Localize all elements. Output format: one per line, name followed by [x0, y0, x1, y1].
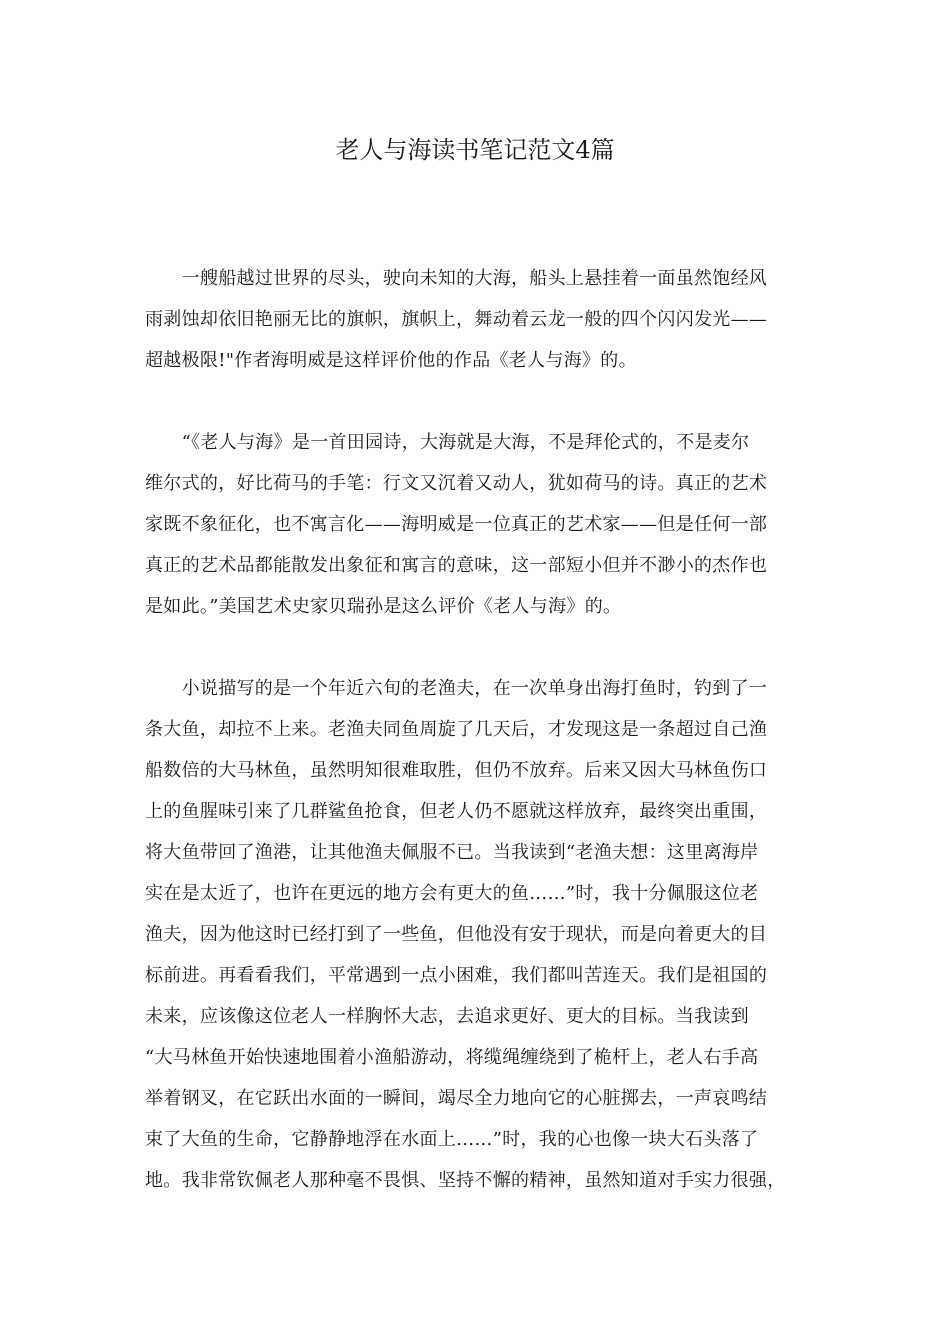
- text-line: 将大鱼带回了渔港，让其他渔夫佩服不已。当我读到“老渔夫想：这里离海岸: [145, 842, 759, 863]
- text-line: 是如此。”美国艺术史家贝瑞孙是这么评价《老人与海》的。: [145, 596, 622, 617]
- text-line: 标前进。再看看我们，平常遇到一点小困难，我们都叫苦连天。我们是祖国的: [145, 965, 768, 986]
- text-line: 束了大鱼的生命，它静静地浮在水面上……”时，我的心也像一块大石头落了: [145, 1129, 759, 1150]
- text-line: 地。我非常钦佩老人那种毫不畏惧、坚持不懈的精神，虽然知道对手实力很强，: [145, 1170, 786, 1191]
- text-line: 条大鱼，却拉不上来。老渔夫同鱼周旋了几天后，才发现这是一条超过自己渔: [145, 719, 768, 740]
- text-line: 超越极限!"作者海明威是这样评价他的作品《老人与海》的。: [145, 350, 637, 371]
- text-line: 家既不象征化，也不寓言化——海明威是一位真正的艺术家——但是任何一部: [145, 514, 768, 535]
- text-line: 举着钢叉，在它跃出水面的一瞬间，竭尽全力地向它的心脏掷去，一声哀鸣结: [145, 1088, 768, 1109]
- text-line: 船数倍的大马林鱼，虽然明知很难取胜，但仍不放弃。后来又因大马林鱼伤口: [145, 760, 768, 781]
- text-line: 实在是太近了，也许在更远的地方会有更大的鱼……”时，我十分佩服这位老: [145, 883, 759, 904]
- text-line: 一艘船越过世界的尽头，驶向未知的大海，船头上悬挂着一面虽然饱经风: [145, 268, 768, 289]
- paragraph-1: [145, 258, 810, 381]
- text-line: 维尔式的，好比荷马的手笔：行文又沉着又动人，犹如荷马的诗。真正的艺术: [145, 473, 768, 494]
- text-line: “大马林鱼开始快速地围着小渔船游动，将缆绳缠绕到了桅杆上，老人右手高: [145, 1047, 759, 1068]
- text-line: 小说描写的是一个年近六旬的老渔夫，在一次单身出海打鱼时，钓到了一: [145, 678, 768, 699]
- text-line: 渔夫，因为他这时已经打到了一些鱼，但他没有安于现状，而是向着更大的目: [145, 924, 768, 945]
- text-line: 真正的艺术品都能散发出象征和寓言的意味，这一部短小但并不渺小的杰作也: [145, 555, 768, 576]
- text-line: 雨剥蚀却依旧艳丽无比的旗帜，旗帜上，舞动着云龙一般的四个闪闪发光——: [145, 309, 768, 330]
- text-line: 未来，应该像这位老人一样胸怀大志，去追求更好、更大的目标。当我读到: [145, 1006, 749, 1027]
- page-title: 老人与海读书笔记范文4篇: [335, 136, 615, 164]
- paragraph-3: [145, 668, 810, 1201]
- text-line: “《老人与海》是一首田园诗，大海就是大海，不是拜伦式的，不是麦尔: [145, 432, 750, 453]
- text-line: 上的鱼腥味引来了几群鲨鱼抢食，但老人仍不愿就这样放弃，最终突出重围，: [145, 801, 768, 822]
- paragraph-2: [145, 422, 810, 627]
